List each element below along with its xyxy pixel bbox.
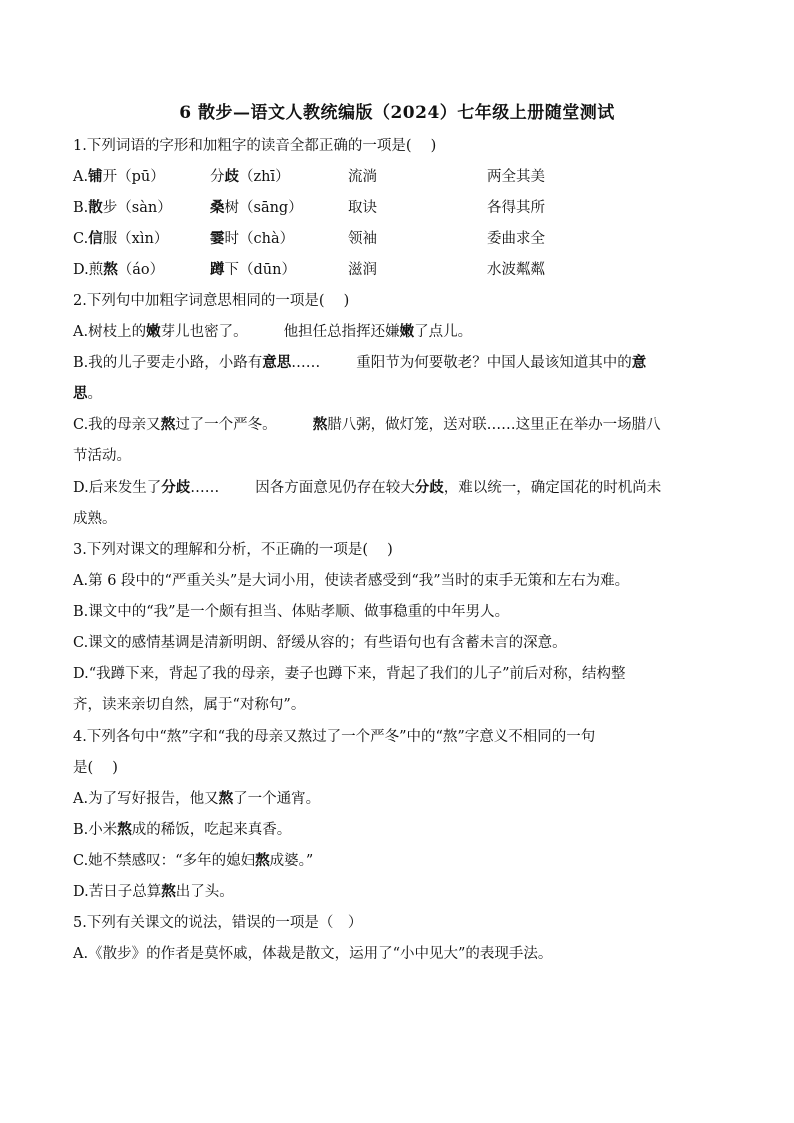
q4-option-c: C.她不禁感叹：“多年的媳妇熬成婆。” bbox=[73, 852, 314, 869]
q3-option-c: C.课文的感情基调是清新明朗、舒缓从容的；有些语句也有含蓄未言的深意。 bbox=[73, 635, 567, 651]
worksheet-page: 6 散步—语文人教统编版（2024）七年级上册随堂测试 1.下列词语的字形和加粗字的读音全都正确的一项是( ) A.铺开（pū） 分歧（zhī） 流淌 两全其美 B.散步（sàn） 桑树（sāng） 取诀 各得其所 C.信服（xìn） 霎时（chà） 领袖 委曲求全 D.煎熬（áo） 蹲下（dūn） 滋润 水波粼粼 2.下列句中加粗字词意思相同的一项是( ) A.树枝上的嫩芽儿也密了。 他担任总指挥还嫌嫩了点儿。 B.我的儿子要走小路，小路有意思…… 重阳节为何要敬老？中国人最该知道其中的意 思。 C.我的母亲又熬过了一个严冬。 熬腊八粥，做灯笼，送对联……这里正在举办一场腊八 节活动。 D.后来发生了分歧…… 因各方面意见仍存在较大分歧，难以统一，确定国花的时机尚未 成熟。 3.下列对课文的理解和分析，不正确的一项是( ) A.第 6 段中的“严重关头”是大词小用，使读者感受到“我”当时的束手无策和左右为难。 B.课文中的“我”是一个颇有担当、体贴孝顺、做事稳重的中年男人。 C.课文的感情基调是清新明朗、舒缓从容的；有些语句也有含蓄未言的深意。 D.“我蹲下来，背起了我的母亲，妻子也蹲下来，背起了我们的儿子”前后对称，结构整 齐，读来亲切自然，属于“对称句”。 4.下列各句中“熬”字和“我的母亲又熬过了一个严冬”中的“熬”字意义不相同的一句 是( ) A.为了写好报告，他又熬了一个通宵。 B.小米熬成的稀饭，吃起来真香。 C.她不禁感叹：“多年的媳妇熬成婆。” D.苦日子总算熬出了头。 5.下列有关课文的说法，错误的一项是（ ） A.《散步》的作者是莫怀戚，体裁是散文，运用了“小中见大”的表现手法。 bbox=[0, 0, 794, 1123]
q2-option-a: A.树枝上的嫩芽儿也密了。 他担任总指挥还嫌嫩了点儿。 bbox=[73, 323, 473, 340]
q5-stem: 5.下列有关课文的说法，错误的一项是（ ） bbox=[73, 915, 363, 931]
q2-stem: 2.下列句中加粗字词意思相同的一项是( ) bbox=[73, 293, 350, 309]
q4-option-a: A.为了写好报告，他又熬了一个通宵。 bbox=[73, 790, 321, 807]
q5-option-a: A.《散步》的作者是莫怀戚，体裁是散文，运用了“小中见大”的表现手法。 bbox=[73, 946, 553, 962]
q4-option-d: D.苦日子总算熬出了头。 bbox=[73, 883, 234, 900]
q4-option-b: B.小米熬成的稀饭，吃起来真香。 bbox=[73, 821, 292, 838]
page-title: 6 散步—语文人教统编版（2024）七年级上册随堂测试 bbox=[179, 103, 615, 123]
q3-stem: 3.下列对课文的理解和分析，不正确的一项是( ) bbox=[73, 542, 393, 558]
q3-option-a: A.第 6 段中的“严重关头”是大词小用，使读者感受到“我”当时的束手无策和左右为难。 bbox=[73, 573, 630, 589]
q1-stem: 1.下列词语的字形和加粗字的读音全都正确的一项是( ) bbox=[73, 138, 437, 154]
q3-option-b: B.课文中的“我”是一个颇有担当、体贴孝顺、做事稳重的中年男人。 bbox=[73, 604, 510, 620]
